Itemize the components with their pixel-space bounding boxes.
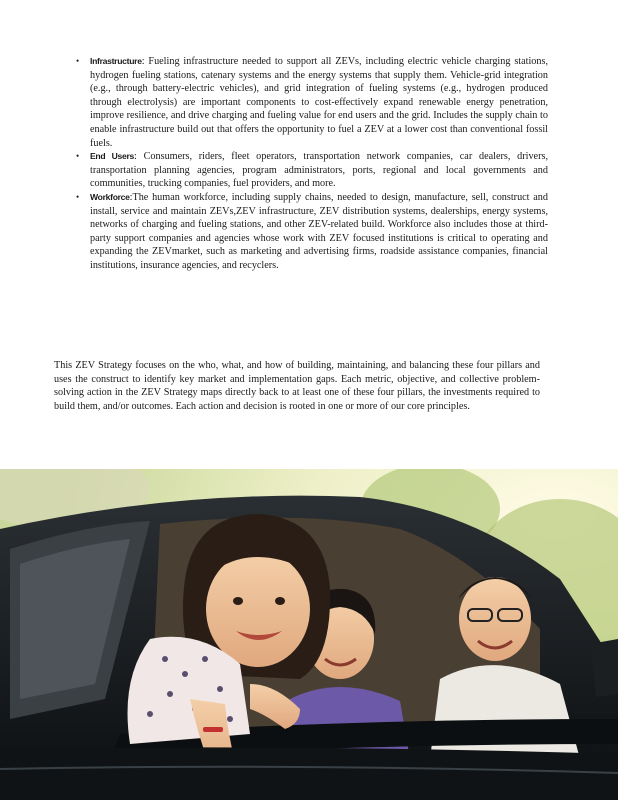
- car-door-panel: [0, 747, 618, 800]
- bracelet: [203, 727, 223, 732]
- bullet-term: End Users: [90, 151, 135, 162]
- family-in-car-photo: [0, 469, 618, 800]
- bullet-workforce: [76, 191, 548, 273]
- bullet-term: Infrastructure: [90, 56, 142, 66]
- strategy-paragraph: This ZEV Strategy focuses on the who, what, and how of building, maintaining, and balancing these four pillars and uses the construct to identify key market and implementation gaps. Each metric, objective, and collective problem-solving action in the ZEV Strategy maps directly back to at least one of these four pillars, the investments required to build them, and/or outcomes. Each action and decision is rooted in one or more of our core principles.: [54, 360, 540, 412]
- bullet-text: : Fueling infrastructure needed to support all ZEVs, including electric vehicle charging stations, hydrogen fueling stations, catenary systems and the energy systems that supply them. Vehicle-grid integration (e.g., through battery-electric vehicles), and grid integration of fueling systems (e.g., hydrogen produced through electrolysis) are important components to cost-effectively expand renewable energy penetration, improve resilience, and drive charging and fueling value for end users and the grid. Includes the supply chain to enable infrastructure build out that offers the opportunity to fuel a ZEV at a lower cost than conventional fossil fuels.: [90, 56, 548, 149]
- girl-eye: [275, 597, 285, 605]
- bullet-text: :The human workforce, including supply chains, needed to design, manufacture, sell, construct and install, service and maintain ZEVs,ZEV infrastructure, ZEV distribution systems, dealerships, energy systems, networks of charging and fueling stations, and other ZEV-related build. Workforce also includes those at third-party support companies and agencies whose work with ZEV focused institutions is critical to operating and expanding the ZEVmarket, such as marketing and advertising firms, roadside assistance companies, financial institutions, insurance agencies, and recyclers.: [90, 191, 548, 271]
- girl-face: [206, 551, 310, 667]
- bullet-term: Workforce: [90, 191, 130, 202]
- girl-eye: [233, 597, 243, 605]
- bullet-text: : Consumers, riders, fleet operators, transportation network companies, car dealers, drivers, transportation planning agencies, program administrators, ports, regional and local governments and communities, trucking companies, fuel providers, and more.: [90, 151, 548, 190]
- bullet-infrastructure: [76, 55, 548, 150]
- bullet-end-users: [76, 150, 548, 191]
- pillars-bullet-list: [76, 55, 548, 273]
- photo-illustration: [0, 469, 618, 800]
